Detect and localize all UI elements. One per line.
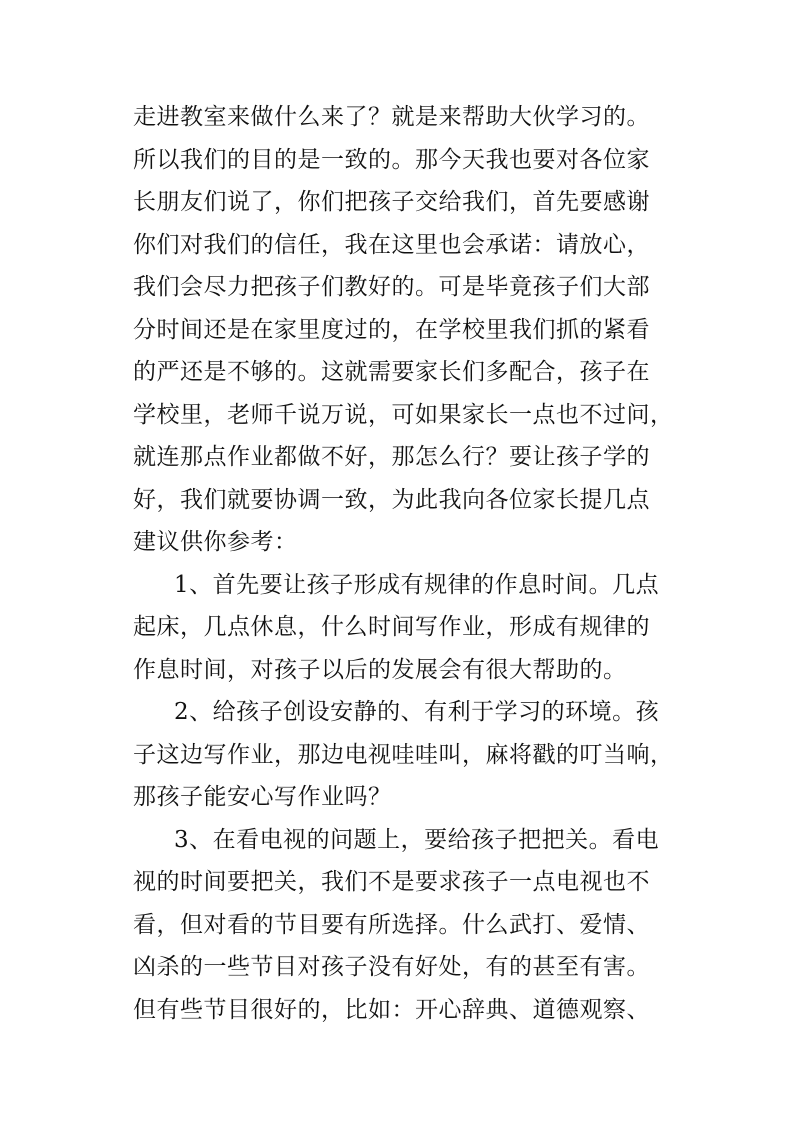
text-line: 建议供你参考：	[133, 529, 298, 555]
text-line: 就连那点作业都做不好，那怎么行？要让孩子学的	[133, 444, 650, 470]
text-line: 走进教室来做什么来了？就是来帮助大伙学习的。	[133, 104, 650, 130]
text-line: 长朋友们说了，你们把孩子交给我们，首先要感谢	[133, 189, 650, 215]
text-line: 好，我们就要协调一致，为此我向各位家长提几点	[133, 486, 650, 513]
text-line: 作息时间，对孩子以后的发展会有很大帮助的。	[133, 656, 627, 683]
list-item-2-line: 2、给孩子创设安静的、有利于学习的环境。孩	[174, 699, 660, 725]
text-line: 起床，几点休息，什么时间写作业，形成有规律的	[133, 614, 650, 640]
text-line: 子这边写作业，那边电视哇哇叫，麻将戳的叮当响，	[133, 741, 674, 768]
text-line: 学校里，老师千说万说，可如果家长一点也不过问，	[133, 401, 674, 428]
text-line: 我们会尽力把孩子们教好的。可是毕竟孩子们大部	[133, 274, 650, 300]
text-line: 分时间还是在家里度过的，在学校里我们抓的紧看	[133, 316, 650, 343]
text-line: 看，但对看的节目要有所选择。什么武打、爱情、	[133, 911, 650, 938]
text-line: 所以我们的目的是一致的。那今天我也要对各位家	[133, 146, 650, 173]
text-line: 那孩子能安心写作业吗？	[133, 784, 392, 810]
list-item-1-line: 1、首先要让孩子形成有规律的作息时间。几点	[174, 571, 660, 598]
text-line: 你们对我们的信任，我在这里也会承诺：请放心，	[133, 231, 650, 258]
text-line: 凶杀的一些节目对孩子没有好处，有的甚至有害。	[133, 954, 650, 980]
list-item-3-line: 3、在看电视的问题上，要给孩子把把关。看电	[174, 826, 660, 853]
text-line: 但有些节目很好的，比如：开心辞典、道德观察、	[133, 996, 650, 1023]
text-line: 的严还是不够的。这就需要家长们多配合，孩子在	[133, 359, 650, 385]
text-line: 视的时间要把关，我们不是要求孩子一点电视也不	[133, 869, 650, 895]
body-text	[133, 96, 693, 1031]
